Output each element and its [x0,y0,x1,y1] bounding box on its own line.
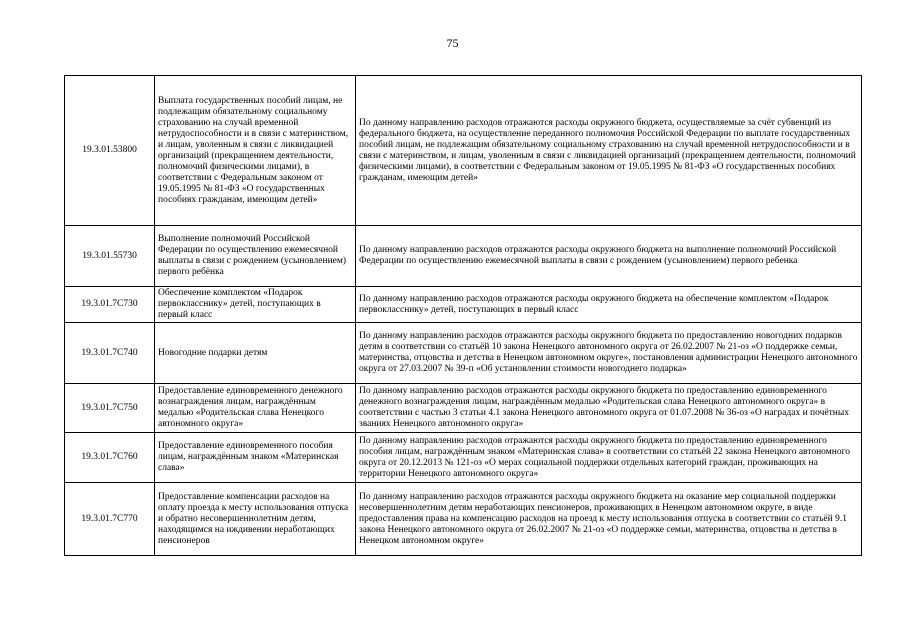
table-row [65,433,862,483]
expense-name-cell: Обеспечение комплектом «Подарок первокласснику» детей, поступающих в первый класс [155,287,356,323]
expense-description-cell: По данному направлению расходов отражаются расходы окружного бюджета по предоставлению единовременного денежного вознаграждения лицам, награждённым медалью «Родительская слава Ненецкого автономного округа» в соответствии с частью 3 статьи 4.1 закона Ненецкого автономного округа от 01.07.2008 № 36-оз «О наградах и почётных званиях Ненецкого автономного округа» [356,384,862,433]
expense-description-cell: По данному направлению расходов отражаются расходы окружного бюджета на выполнение полномочий Российской Федерации по осуществлению ежемесячной выплаты в связи с рождением (усыновлением) первого ребенка [356,226,862,287]
table-row [65,287,862,323]
expense-name-cell: Новогодние подарки детям [155,323,356,384]
expense-code-cell: 19.3.01.55730 [65,226,155,287]
expense-code-cell: 19.3.01.7С730 [65,287,155,323]
expense-name-cell: Выполнение полномочий Российской Федерации по осуществлению ежемесячной выплаты в связи с рождением (усыновлением) первого ребёнка [155,226,356,287]
expense-description-cell: По данному направлению расходов отражаются расходы окружного бюджета по предоставлению единовременного пособия лицам, награждённым знаком «Материнская слава» в соответствии со статьёй 22 закона Ненецкого автономного округа от 20.12.2013 № 121-оз «О мерах социальной поддержки отдельных категорий граждан, проживающих на территории Ненецкого автономного округа» [356,433,862,483]
expense-description-cell: По данному направлению расходов отражаются расходы окружного бюджета на оказание мер социальной поддержки несовершеннолетним детям неработающих пенсионеров, проживающих в Ненецком автономном округе, в виде предоставления права на компенсацию расходов на проезд к месту использования отпуска в соответствии со статьёй 9.1 закона Ненецкого автономного округа от 26.02.2007 № 21-оз «О поддержке семьи, материнства, отцовства и детства в Ненецком автономном округе» [356,483,862,556]
table-row [65,483,862,556]
expense-code-cell: 19.3.01.7С750 [65,384,155,433]
expense-description-cell: По данному направлению расходов отражаются расходы окружного бюджета на обеспечение комплектом «Подарок первокласснику» детей, поступающих в первый класс [356,287,862,323]
expense-name-cell: Выплата государственных пособий лицам, не подлежащим обязательному социальному страхованию на случай временной нетрудоспособности и в связи с материнством, и лицам, уволенным в связи с ликвидацией организаций (прекращением деятельности, полномочий физическими лицами), в соответствии с Федеральным законом от 19.05.1995 № 81-ФЗ «О государственных пособиях гражданам, имеющим детей» [155,76,356,226]
expense-directions-table [64,75,862,556]
expense-code-cell: 19.3.01.7С760 [65,433,155,483]
expense-code-cell: 19.3.01.53800 [65,76,155,226]
expense-name-cell: Предоставление компенсации расходов на оплату проезда к месту использования отпуска и обратно несовершеннолетним детям, находящимся на иждивении неработающих пенсионеров [155,483,356,556]
expense-name-cell: Предоставление единовременного пособия лицам, награждённым знаком «Материнская слава» [155,433,356,483]
table-row [65,384,862,433]
page-number: 75 [446,36,459,50]
expense-description-cell: По данному направлению расходов отражаются расходы окружного бюджета по предоставлению новогодних подарков детям в соответствии со статьёй 10 закона Ненецкого автономного округа от 26.02.2007 № 21-оз «О поддержке семьи, материнства, отцовства и детства в Ненецком автономном округе», постановления администрации Ненецкого автономного округа от 27.03.2007 № 39-п «Об установлении стоимости новогоднего подарка» [356,323,862,384]
expense-description-cell: По данному направлению расходов отражаются расходы окружного бюджета, осуществляемые за счёт субвенций из федерального бюджета, на осуществление переданного полномочия Российской Федерации по выплате государственных пособий лицам, не подлежащим обязательному социальному страхованию на случай временной нетрудоспособности и в связи с материнством, и лицам, уволенным в связи с ликвидацией организаций (прекращением деятельности, полномочий физическими лицами), в соответствии с Федеральным законом от 19.05.1995 № 81-ФЗ «О государственных пособиях гражданам, имеющим детей» [356,76,862,226]
table-row [65,76,862,226]
expense-code-cell: 19.3.01.7С740 [65,323,155,384]
table-row [65,323,862,384]
expense-name-cell: Предоставление единовременного денежного вознаграждения лицам, награждённым медалью «Родительская слава Ненецкого автономного округа» [155,384,356,433]
expense-code-cell: 19.3.01.7С770 [65,483,155,556]
table-row [65,226,862,287]
